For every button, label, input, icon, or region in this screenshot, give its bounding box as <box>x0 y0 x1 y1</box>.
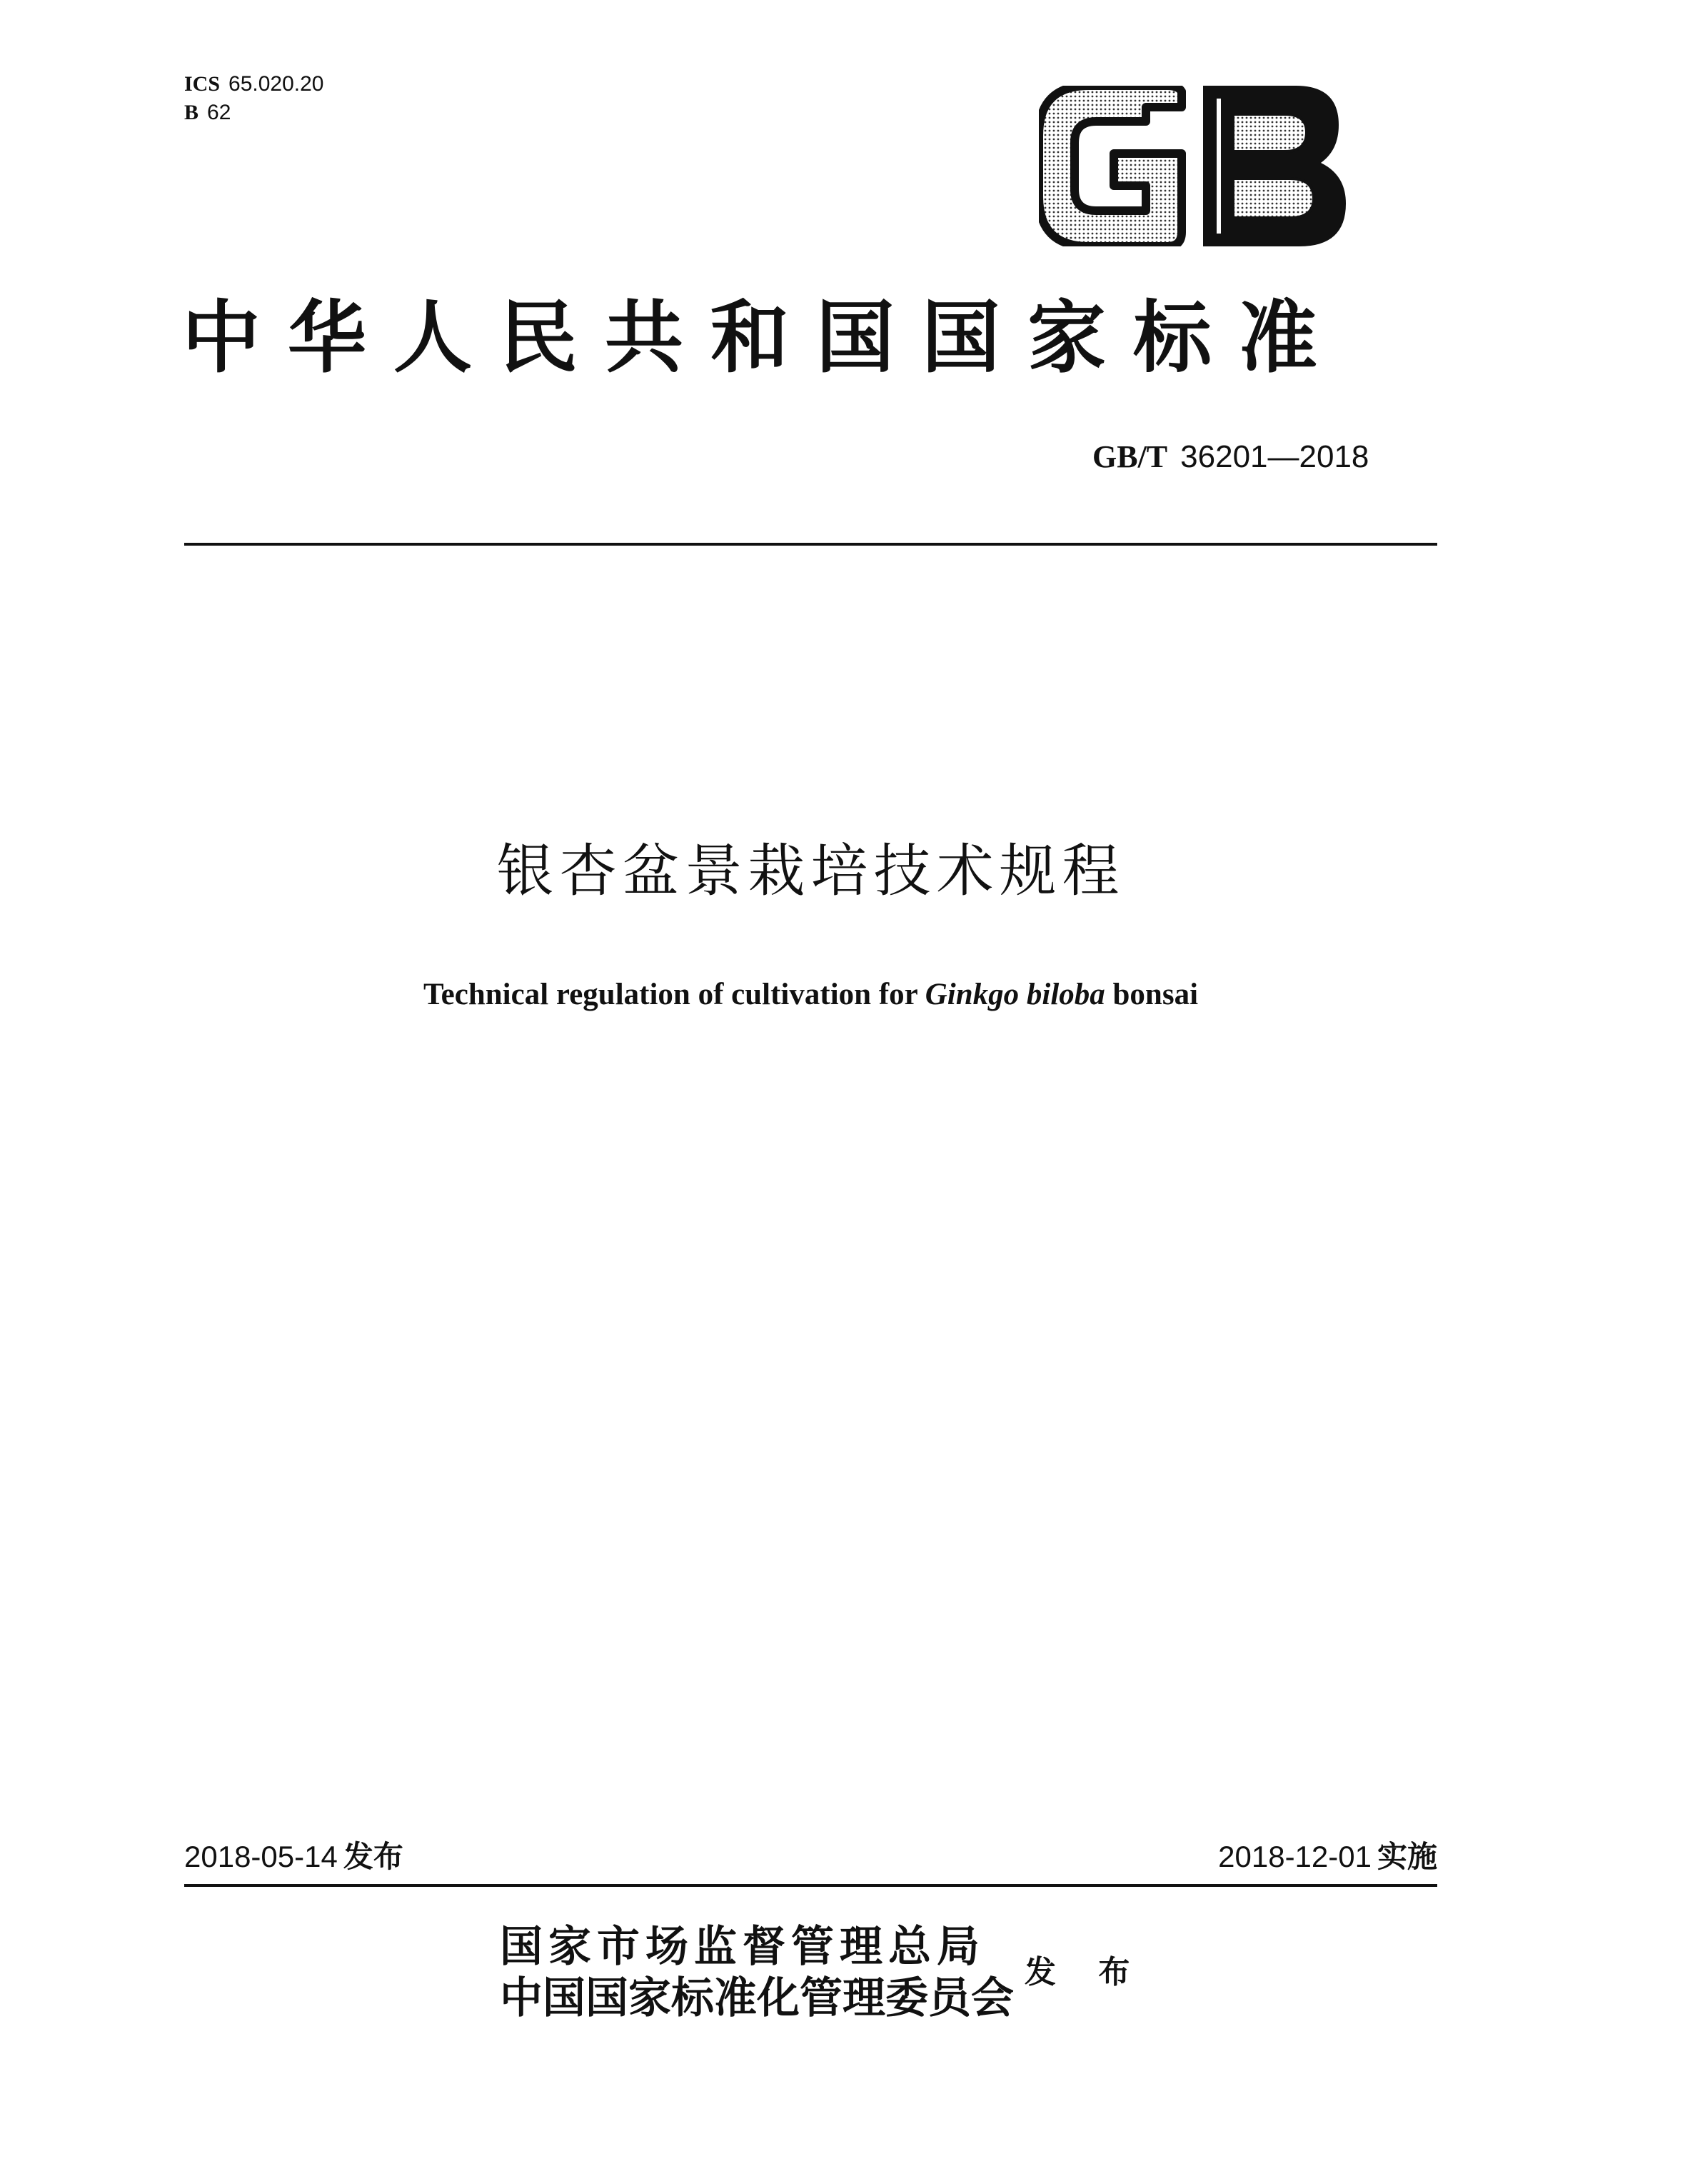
standard-code: 36201—2018 <box>1180 439 1369 474</box>
publish-date-value: 2018-05-14 <box>184 1840 338 1873</box>
standard-prefix: GB/T <box>1092 439 1168 474</box>
chinese-title: 银杏盆景栽培技术规程 <box>496 838 1125 904</box>
ccs-value: 62 <box>207 101 231 124</box>
english-title-species: Ginkgo biloba <box>925 978 1105 1011</box>
ics-value: 65.020.20 <box>228 72 324 96</box>
ics-label: ICS <box>184 72 221 96</box>
effective-date <box>1218 1837 1437 1877</box>
issue-word: 发 布 <box>1025 1954 1146 1990</box>
effective-date-value: 2018-12-01 <box>1218 1840 1372 1873</box>
english-title-part2: bonsai <box>1105 978 1199 1011</box>
gb-logo <box>1039 86 1346 246</box>
english-title-part1: Technical regulation of cultivation for <box>423 978 925 1011</box>
issuer-market-regulation: 国家市场监督管理总局 <box>500 1922 985 1972</box>
issuer-standardization-committee: 中国国家标准化管理委员会 <box>500 1973 1014 2023</box>
english-title <box>184 975 1437 1015</box>
ccs-label: B <box>184 101 199 124</box>
standard-number <box>1092 437 1369 477</box>
footer-divider <box>184 1884 1437 1887</box>
ccs-code <box>184 99 324 127</box>
national-standard-title: 中华人民共和国国家标准 <box>182 291 1344 384</box>
ics-code <box>184 70 324 99</box>
publish-date-word: 发布 <box>343 1839 403 1874</box>
effective-date-word: 实施 <box>1377 1839 1437 1874</box>
header-divider <box>184 543 1437 546</box>
classification-codes <box>184 70 324 127</box>
publish-date <box>184 1837 403 1877</box>
